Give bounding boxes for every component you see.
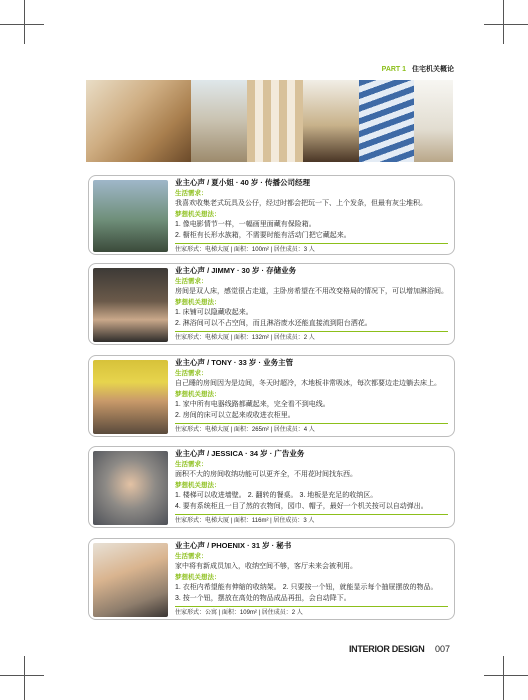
need-text: 家中将有新成员加入，收纳空间不够，客厅未来会被利用。: [175, 563, 357, 570]
need-label: 生活需求：: [175, 277, 208, 285]
need-label: 生活需求：: [175, 189, 208, 197]
banner-photo-shelves: [247, 80, 303, 162]
owner-photo: [93, 451, 168, 525]
owner-heading: 业主心声 / PHOENIX · 31 岁 · 秘书: [175, 541, 292, 550]
banner-photo-dining: [303, 80, 359, 162]
crop-mark: [0, 24, 44, 25]
solution-label: 梦想机关想法：: [175, 481, 221, 489]
section-header: [382, 64, 454, 74]
crop-mark: [484, 675, 528, 676]
banner-photo-window-room: [191, 80, 247, 162]
solution-label: 梦想机关想法：: [175, 390, 221, 398]
home-info: 住家形式：电梯大厦 | 面积：265m² | 居住成员：4 人: [175, 423, 448, 436]
solution-label: 梦想机关想法：: [175, 573, 221, 581]
solution-item: 1. 家中所有电器线路都藏起来，完全看不到电线。: [175, 401, 330, 408]
crop-mark: [0, 675, 44, 676]
profile-card: [88, 263, 455, 345]
need-text: 自己睡的房间因为是边间，冬天时超冷，木地板非常吸冰，每次都要边走边躺去床上。: [175, 380, 441, 387]
page-number: 007: [434, 644, 450, 654]
solution-item: 2. 房间的床可以立起来或收进衣柜里。: [175, 411, 295, 419]
profile-card: [88, 446, 455, 528]
solution-item: 1. 衣柜内希望能有伸缩的收纳架。 2. 只要按一个钮，就能显示每个抽屉摆放的物品。: [175, 584, 438, 591]
owner-photo: [93, 268, 168, 342]
page-footer: [349, 644, 450, 654]
owner-photo: [93, 180, 168, 252]
banner-photo-blue-stair: [359, 80, 414, 162]
home-info: 住家形式：公寓 | 面积：109m² | 居住成员：2 人: [175, 606, 448, 619]
solution-item: 2. 橱柜有长形水族箱，不需要时能有活动门把它藏起来。: [175, 231, 351, 239]
owner-photo: [93, 543, 168, 617]
owner-heading: 业主心声 / JESSICA · 34 岁 · 广告业务: [175, 449, 305, 458]
crop-mark: [24, 656, 25, 700]
crop-mark: [503, 0, 504, 44]
interior-photo-banner: [86, 80, 453, 162]
home-info: 住家形式：电梯大厦 | 面积：132m² | 居住成员：2 人: [175, 331, 448, 344]
profile-card: [88, 355, 455, 437]
solution-label: 梦想机关想法：: [175, 210, 221, 218]
owner-heading: 业主心声 / TONY · 33 岁 · 业务主管: [175, 358, 294, 367]
need-label: 生活需求：: [175, 369, 208, 377]
home-info: 住家形式：电梯大厦 | 面积：116m² | 居住成员：3 人: [175, 514, 448, 527]
crop-mark: [484, 24, 528, 25]
owner-heading: 业主心声 / 夏小姐 · 40 岁 · 传播公司经理: [175, 178, 311, 187]
solution-item: 1. 像电影情节一样，一幅画里面藏有保险箱。: [175, 221, 316, 228]
section-title: 住宅机关概论: [412, 66, 454, 73]
need-text: 我喜欢收集老式玩具及公仔，经过时都会把玩一下、上个发条，但最有灰尘堆积。: [175, 200, 427, 207]
home-info: 住家形式：电梯大厦 | 面积：100m² | 居住成员：3 人: [175, 243, 448, 256]
banner-photo-white-room: [414, 80, 453, 162]
solution-item: 1. 床铺可以隐藏收起来。: [175, 309, 253, 316]
profile-card: [88, 538, 455, 620]
owner-heading: 业主心声 / JIMMY · 30 岁 · 存储业务: [175, 266, 297, 275]
crop-mark: [503, 656, 504, 700]
need-text: 房间是双人床，感觉很占走道，主卧房希望在不用改变格局的情况下，可以增加淋浴间。: [175, 288, 448, 295]
profile-card: [88, 175, 455, 255]
solution-item: 3. 按一个钮，摆放在高处的物品成品再扭，会自动降下。: [175, 594, 351, 602]
solution-label: 梦想机关想法：: [175, 298, 221, 306]
magazine-brand: INTERIOR DESIGN: [348, 644, 425, 654]
crop-mark: [24, 0, 25, 44]
owner-photo: [93, 360, 168, 434]
need-text: 面积不大的房间收纳功能可以更齐全，不用花时间找东西。: [175, 471, 357, 478]
need-label: 生活需求：: [175, 552, 208, 560]
need-label: 生活需求：: [175, 460, 208, 468]
part-label: PART 1: [381, 66, 407, 73]
solution-item: 4. 要有系统柜且一目了然的衣物间，园巾、帽子，最好一个机关按可以自动弹出。: [175, 502, 428, 510]
solution-item: 2. 淋浴间可以不占空间，而且淋浴废水还能直接流到阳台洒花。: [175, 319, 372, 327]
banner-photo-stair-drawers: [86, 80, 191, 162]
solution-item: 1. 楼梯可以收进墙壁。 2. 翻转的餐桌。 3. 地板是充足的收纳区。: [175, 492, 378, 499]
